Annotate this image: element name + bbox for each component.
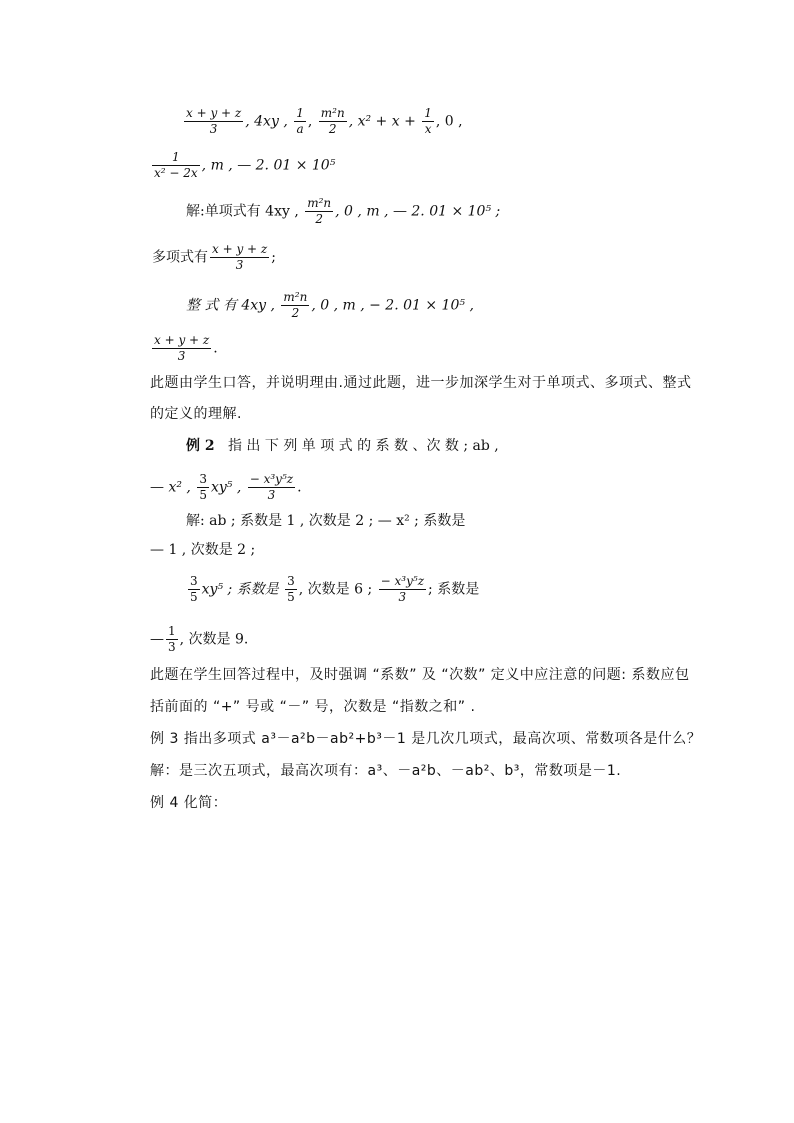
- solution-polynomials: 多项式有 $\frac{x + y + z}{3}$ ;: [152, 242, 276, 272]
- solution-monomials: 解:单项式有 4xy , $\frac{\text{m²n}}{2}$ , 0 , m , — 2. 01 × 10⁵ ;: [186, 196, 501, 226]
- solution-integral-expressions: 整 式 有 4xy , $\frac{\text{m²n}}{2}$ , 0 , m , − 2. 01 × 10⁵ ,: [186, 290, 474, 320]
- fraction: $\frac{\text{m²n}}{2}$: [307, 196, 332, 226]
- fraction: $\frac{x + y + z}{3}$: [212, 242, 268, 272]
- fraction: $\frac{3}{5}$: [287, 574, 295, 604]
- fraction: $\frac{\text{− x³y⁵z}}{3}$: [249, 472, 294, 502]
- fraction: $\frac{1}{x}$: [424, 106, 432, 136]
- example-2-expressions: — x² , $\frac{3}{5}$ xy⁵ , $\frac{\text{− x³y⁵z}}{3}$ .: [150, 472, 302, 502]
- solution-integral-expressions-cont: $\frac{x + y + z}{3}$ .: [154, 333, 218, 363]
- solution-2-line-2: — 1 , 次数是 2 ;: [150, 542, 256, 558]
- solution-2-line-3: $\frac{3}{5}$ xy⁵ ; 系数是 $\frac{3}{5}$ , 次数是 6 ; $\frac{\text{− x³y⁵z}}{3}$ ; 系数是: [190, 574, 480, 604]
- fraction: $\frac{\text{m²n}}{2}$: [320, 106, 345, 136]
- note-paragraph-1-line-1: 此题由学生口答，并说明理由.通过此题，进一步加深学生对于单项式、多项式、整式: [150, 375, 692, 391]
- example-3-solution: 解：是三次五项式，最高次项有：a³、－a²b、－ab²、b³，常数项是－1.: [150, 763, 622, 779]
- expression-list-row-1: $\frac{x + y + z}{3}$ , 4xy , $\frac{1}{a}$ , $\frac{\text{m²n}}{2}$ , x² + x + $\frac{1}{x}$ , 0 ,: [186, 106, 463, 136]
- fraction: $\frac{1}{3}$: [168, 624, 176, 654]
- example-4-heading: 例 4 化简：: [150, 795, 228, 811]
- fraction: $\frac{3}{5}$: [190, 574, 198, 604]
- fraction: $\frac{3}{5}$: [199, 472, 207, 502]
- note-paragraph-2-line-2: 括前面的 “+” 号或 “－” 号，次数是 “指数之和” .: [150, 699, 476, 715]
- fraction: $\frac{\text{m²n}}{2}$: [283, 290, 308, 320]
- fraction: $\frac{x + y + z}{3}$: [186, 106, 242, 136]
- note-paragraph-1-line-2: 的定义的理解.: [150, 406, 242, 422]
- example-2-heading: 例 2 指 出 下 列 单 项 式 的 系 数 、次 数 ; ab ,: [186, 438, 499, 454]
- expression-list-row-2: $\frac{1}{\text{x² − 2x}}$ , m , — 2. 01 × 10⁵: [154, 150, 336, 180]
- fraction: $\frac{1}{\text{x² − 2x}}$: [154, 150, 198, 180]
- fraction: $\frac{1}{a}$: [296, 106, 304, 136]
- solution-2-line-4: — $\frac{1}{3}$ , 次数是 9.: [150, 624, 249, 654]
- note-paragraph-2-line-1: 此题在学生回答过程中，及时强调 “系数” 及 “次数” 定义中应注意的问题: 系数应包: [150, 667, 690, 683]
- example-3-question: 例 3 指出多项式 a³－a²b－ab²+b³－1 是几次几项式，最高次项、常数项各是什么？: [150, 731, 702, 747]
- fraction: $\frac{\text{− x³y⁵z}}{3}$: [380, 574, 425, 604]
- solution-2-line-1: 解: ab ; 系数是 1 , 次数是 2 ; — x² ; 系数是: [186, 513, 466, 529]
- fraction: $\frac{x + y + z}{3}$: [154, 333, 210, 363]
